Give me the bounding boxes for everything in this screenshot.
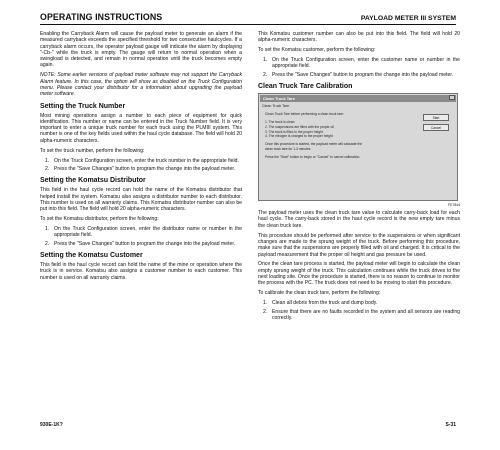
list-item xyxy=(258,72,460,78)
tare-dialog-screenshot xyxy=(258,93,458,201)
left-column xyxy=(40,31,242,285)
list-item xyxy=(40,158,242,164)
distributor-intro: To set the Komatsu distributor, perform the following: xyxy=(40,216,159,223)
customer-paragraph: This field in the haul cycle record can hold the name of the mine or operation where the truck is in service. Komatsu also assigns a customer number to each customer. This number is used on all warranty claims. xyxy=(40,262,242,281)
heading-customer: Setting the Komatsu Customer xyxy=(40,252,143,260)
step-number: 1. xyxy=(263,57,268,64)
step-number: 1. xyxy=(263,300,268,307)
customer-steps xyxy=(258,57,460,78)
header-system-title: PAYLOAD METER III SYSTEM xyxy=(360,15,456,22)
truck-number-intro: To set the truck number, perform the following: xyxy=(40,147,145,154)
step-text: Press the "Save Changes" button to program the change into the payload meter. xyxy=(54,240,236,247)
dialog-line: 2. The suspensions are filled with the proper oil xyxy=(265,124,334,129)
footer-model: 930E-1K? xyxy=(40,422,63,428)
dialog-buttons xyxy=(423,114,449,134)
heading-truck-number: Setting the Truck Number xyxy=(40,102,126,110)
note-paragraph: NOTE: Some earlier versions of payload meter software may not support the Carryback Alarm feature. In this case, the option will show as disabled on the Truck Configuration menu. Please contact your distributor for a information about upgrading the payload meter software. xyxy=(40,72,242,98)
dialog-line: Clean Truck Tare before performing a clean truck tare: xyxy=(265,112,344,117)
step-text: On the Truck Configuration screen, enter the customer name or number in the appropriate field. xyxy=(272,57,460,70)
step-text: On the Truck Configuration screen, enter the distributor name or number in the appropriate field. xyxy=(54,225,242,239)
tare-paragraph-2: This procedure should be performed after service to the suspensions or when significant changes are made to the sprung weight of the truck. Before performing this procedure, make sure that the suspensions are properly filled with oil and charged. It is critical to the payload measurement that the proper oil height and gas pressure be used. xyxy=(258,232,460,258)
list-item xyxy=(258,57,460,70)
step-text: Clean all debris from the truck and dump body. xyxy=(272,300,378,307)
dialog-title-bar: Clean Truck Tare xyxy=(260,95,456,102)
step-text: Press the "Save Changes" button to program the change into the payload meter. xyxy=(272,71,454,78)
step-text: Ensure that there are no faults recorded in the system and all sensors are reading correctly. xyxy=(272,308,460,321)
step-number: 2. xyxy=(45,166,50,173)
step-number: 1. xyxy=(45,157,50,164)
cancel-button[interactable]: Cancel xyxy=(423,124,449,131)
distributor-paragraph: This field in the haul cycle record can hold the name of the Komatsu distributor that helped install the system. Komatsu also assigns a distributor number to each distributor. This number is used on all warranty claims. This Komatsu distributor number can also be put into this field. The field will hold 20 alpha-numeric characters. xyxy=(40,187,242,213)
carryback-paragraph: Enabling the Carryback Alarm will cause the payload meter to generate an alarm if the measured carryback exceeds the specified threshold for two consecutive haulcycles. If a carryback alarm occurs, the operator payload gauge will indicate the alarm by displaying "-Cb-" while the truck is empty. The gauge will return to normal operation when a swingload is detected, and remain in normal operation until the truck becomes empty again. xyxy=(40,31,242,69)
dialog-line: 3. The truck is filled to the proper height xyxy=(265,129,323,134)
tare-intro: To calibrate the clean truck tare, perform the following: xyxy=(258,290,381,297)
tare-paragraph-1: The payload meter uses the clean truck tare value to calculate carry-back load for each haul cycle. The carry-back stored in the haul cycle record is the new empty tare minus the clean truck tare. xyxy=(258,210,460,229)
dialog-line: 4. The nitrogen is charged to the proper height xyxy=(265,134,333,139)
list-item xyxy=(258,300,460,306)
step-number: 2. xyxy=(263,308,268,315)
dialog-line: Press the "Start" button to begin or "Cancel" to cancel calibration. xyxy=(265,155,361,160)
footer-page-number: S-31 xyxy=(445,422,456,428)
heading-distributor: Setting the Komatsu Distributor xyxy=(40,177,146,185)
list-item xyxy=(40,241,242,247)
figure-id: FE7844 xyxy=(448,203,460,208)
list-item xyxy=(40,226,242,239)
customer-paragraph-continued: This Komatsu customer number can also be put into this field. The field will hold 20 alpha-numeric characters. xyxy=(258,31,460,44)
customer-intro: To set the Komatsu customer, perform the following: xyxy=(258,47,376,54)
step-number: 2. xyxy=(45,240,50,247)
tare-steps xyxy=(258,300,460,321)
dialog-instructions xyxy=(265,112,405,160)
close-icon xyxy=(449,95,455,100)
right-column xyxy=(258,31,460,325)
page-header xyxy=(40,11,456,25)
header-section-title: OPERATING INSTRUCTIONS xyxy=(40,12,163,22)
step-number: 2. xyxy=(263,71,268,78)
tare-paragraph-3: Once the clean tare process is started, the payload meter will begin to calculate the clean empty sprung weight of the truck. This calculation continues while the truck drives to the next loading site. Once the procedure is started, there is no reason to continue to monitor the process with the PC. The truck does not need to be moving to start this procedure. xyxy=(258,261,460,287)
step-text: Press the "Save Changes" button to program the change into the payload meter. xyxy=(54,166,236,173)
truck-number-paragraph: Most mining operations assign a number to each piece of equipment for quick identification. This number or name can be entered in the Truck Number field. It is very important to enter a unique truck number for each truck using the PLMIII system. This number is one of the key fields used within the haul cycle database. The field will hold 20 alpha-numeric characters. xyxy=(40,112,242,144)
heading-clean-truck-tare: Clean Truck Tare Calibration xyxy=(258,83,353,91)
step-text: On the Truck Configuration screen, enter the truck number in the appropriate field. xyxy=(54,157,239,164)
start-button[interactable]: Start xyxy=(423,114,449,121)
step-number: 1. xyxy=(45,225,50,232)
dialog-line: Once this procedure is started, the payload meter will calculate the xyxy=(265,142,363,147)
dialog-line: 1. The truck is clean xyxy=(265,120,295,125)
truck-number-steps xyxy=(40,158,242,173)
dialog-menu-label: Clean Truck Tare xyxy=(262,104,290,109)
list-item xyxy=(258,309,460,322)
dialog-line: clean truck tare for 1-3 minutes xyxy=(265,147,311,152)
distributor-steps xyxy=(40,226,242,247)
list-item xyxy=(40,166,242,172)
